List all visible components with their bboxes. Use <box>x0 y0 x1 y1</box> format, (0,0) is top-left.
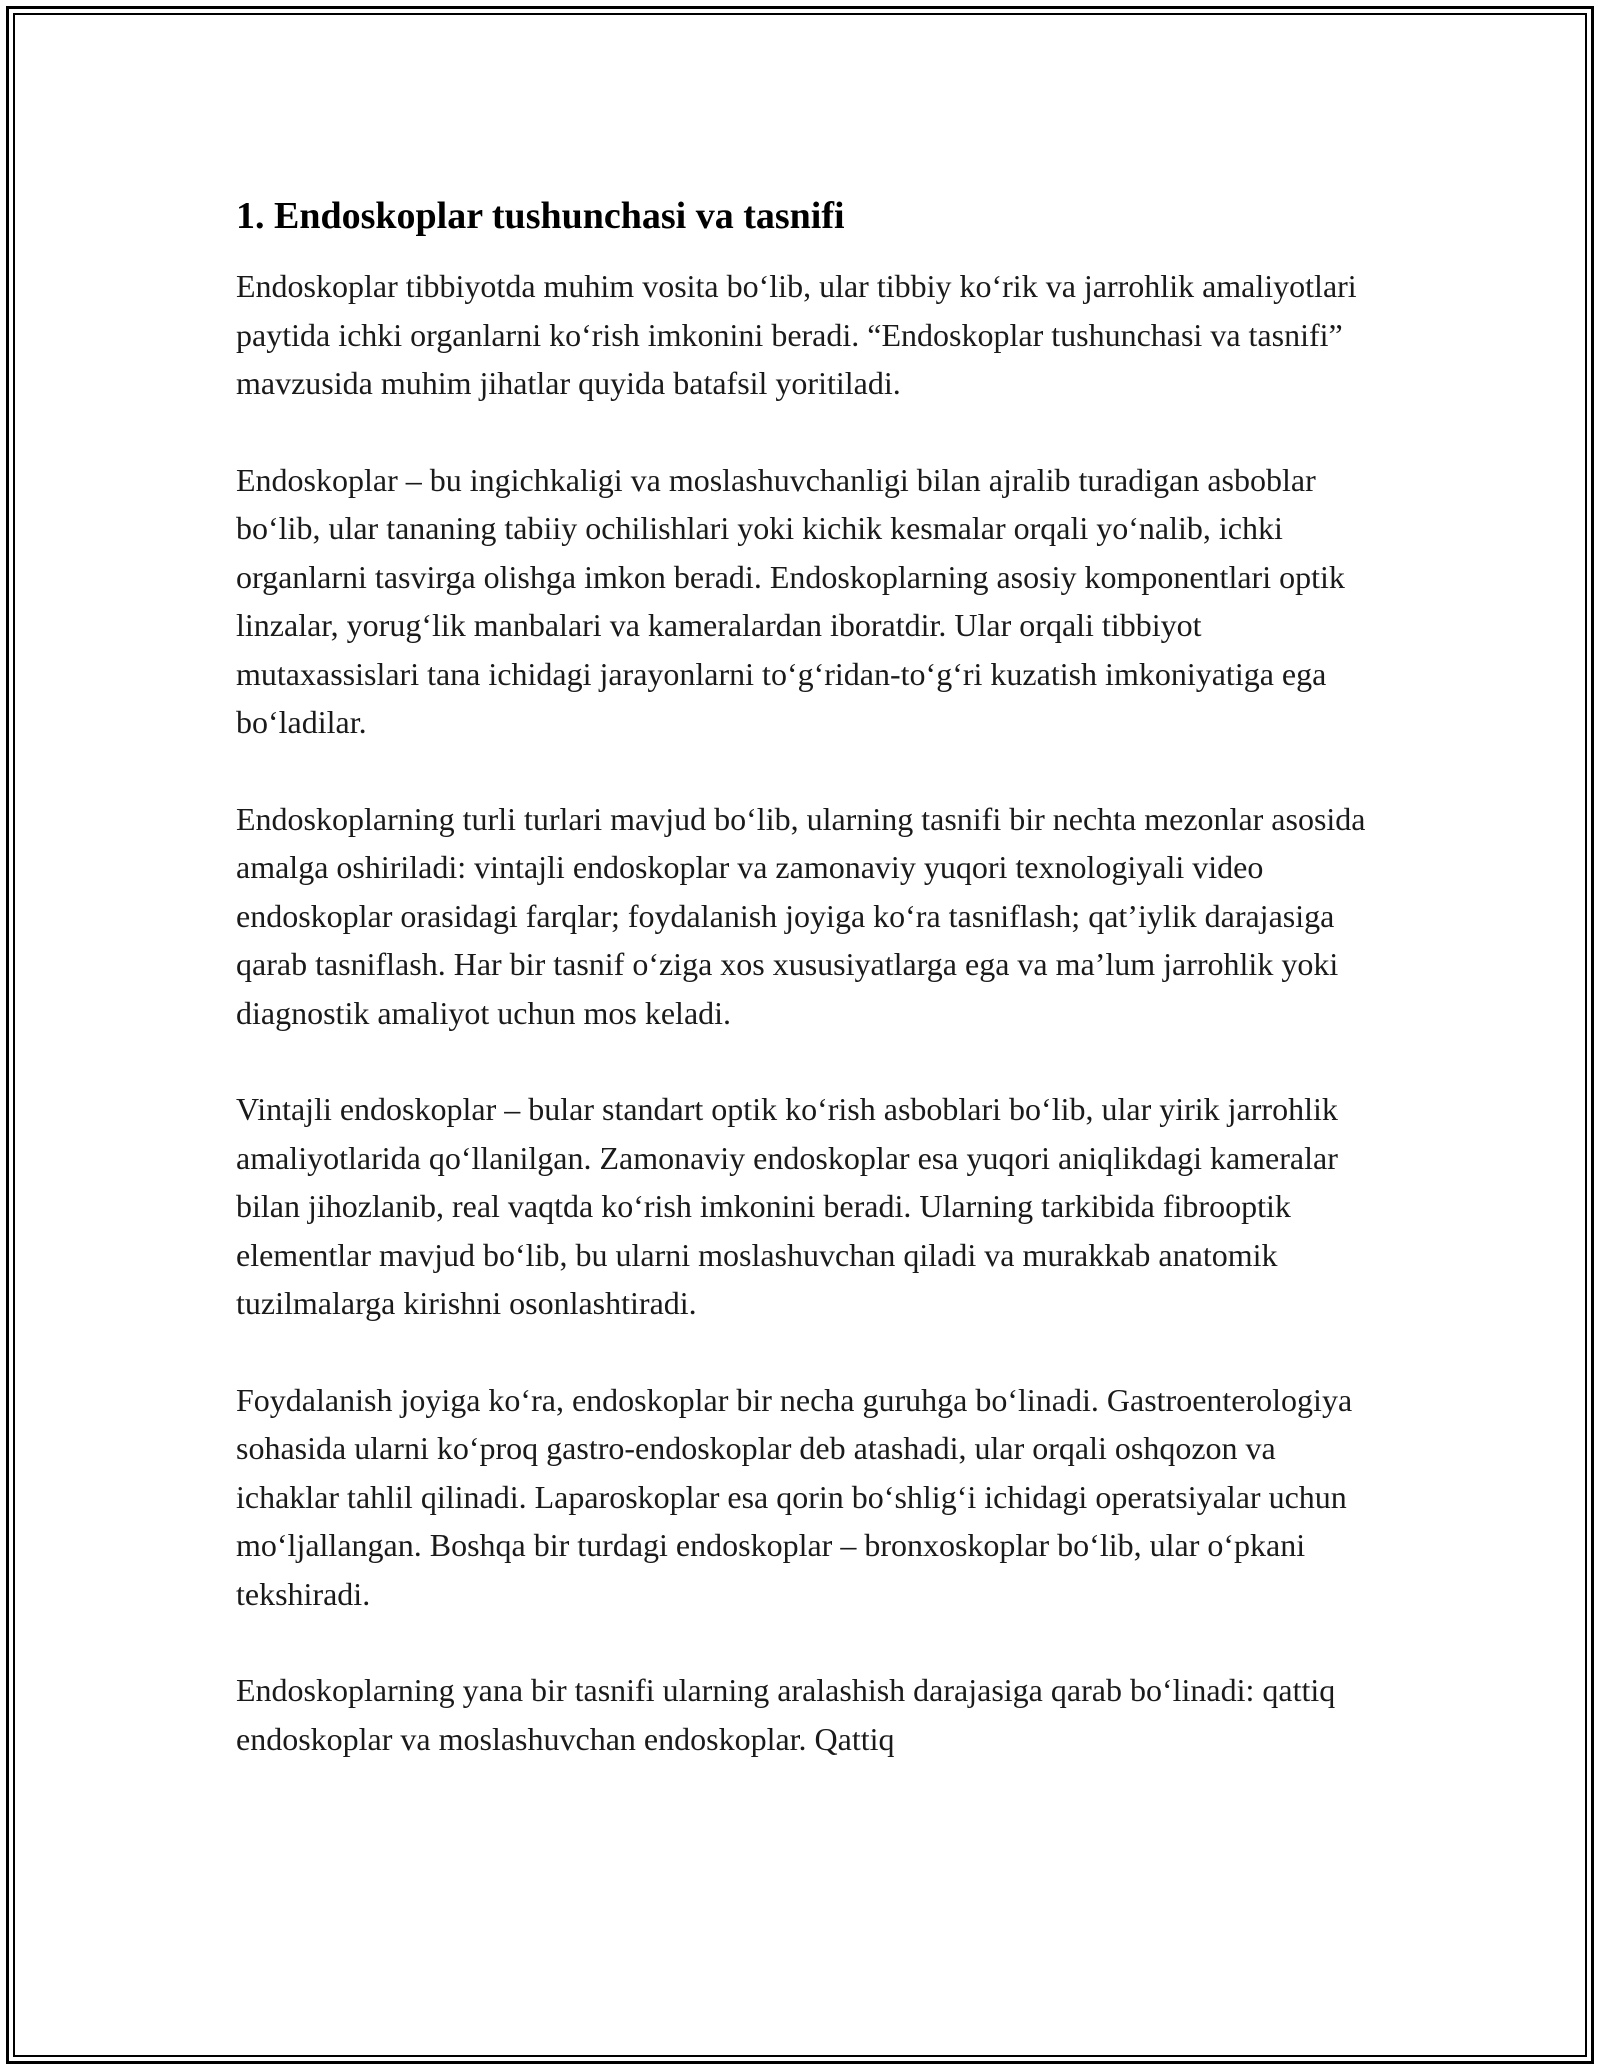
paragraph-classification: Endoskoplarning turli turlari mavjud bo‘lib, ularning tasnifi bir nechta mezonlar asosida amalga oshiriladi: vintajli endoskoplar va zamonaviy yuqori texnologiyali video endoskoplar orasidagi farqlar; foydalanish joyiga ko‘ra tasniflash; qat’iylik darajasiga qarab tasniflash. Har bir tasnif o‘ziga xos xususiyatlarga ega va ma’lum jarrohlik yoki diagnostik amaliyot uchun mos keladi. <box>236 800 1366 1031</box>
paragraph-vintage-modern: Vintajli endoskoplar – bular standart optik ko‘rish asboblari bo‘lib, ular yirik jarrohlik amaliyotlarida qo‘llanilgan. Zamonaviy endoskoplar esa yuqori aniqlikdagi kameralar bilan jihozlanib, real vaqtda ko‘rish imkonini beradi. Ularning tarkibida fibrooptik elementlar mavjud bo‘lib, bu ularni moslashuvchan qiladi va murakkab anatomik tuzilmalarga kirishni osonlashtiradi. <box>236 1091 1338 1321</box>
paragraph-intro: Endoskoplar tibbiyotda muhim vosita bo‘lib, ular tibbiy ko‘rik va jarrohlik amaliyotlari paytida ichki organlarni ko‘rish imkonini beradi. “Endoskoplar tushunchasi va tasnifi” mavzusida muhim jihatlar quyida batafsil yoritiladi. <box>236 268 1357 401</box>
paragraph-usage-area: Foydalanish joyiga ko‘ra, endoskoplar bir necha guruhga bo‘linadi. Gastroenterologiya sohasida ularni ko‘proq gastro-endoskoplar deb atashadi, ular orqali oshqozon va ichaklar tahlil qilinadi. Laparoskoplar esa qorin bo‘shlig‘i ichidagi operatsiyalar uchun mo‘ljallangan. Boshqa bir turdagi endoskoplar – bronxoskoplar bo‘lib, ular o‘pkani tekshiradi. <box>236 1381 1353 1612</box>
document-body <box>236 190 1386 1811</box>
section-heading: 1. Endoskoplar tushunchasi va tasnifi <box>236 195 845 237</box>
paragraph-definition: Endoskoplar – bu ingichkaligi va moslashuvchanligi bilan ajralib turadigan asboblar bo‘lib, ular tananing tabiiy ochilishlari yoki kichik kesmalar orqali yo‘nalib, ichki organlarni tasvirga olishga imkon beradi. Endoskoplarning asosiy komponentlari optik linzalar, yorug‘lik manbalari va kameralardan iboratdir. Ular orqali tibbiyot mutaxassislari tana ichidagi jarayonlarni to‘g‘ridan-to‘g‘ri kuzatish imkoniyatiga ega bo‘ladilar. <box>236 461 1345 740</box>
paragraph-rigidity: Endoskoplarning yana bir tasnifi ularning aralashish darajasiga qarab bo‘linadi: qattiq endoskoplar va moslashuvchan endoskoplar. Qattiq <box>236 1672 1336 1757</box>
